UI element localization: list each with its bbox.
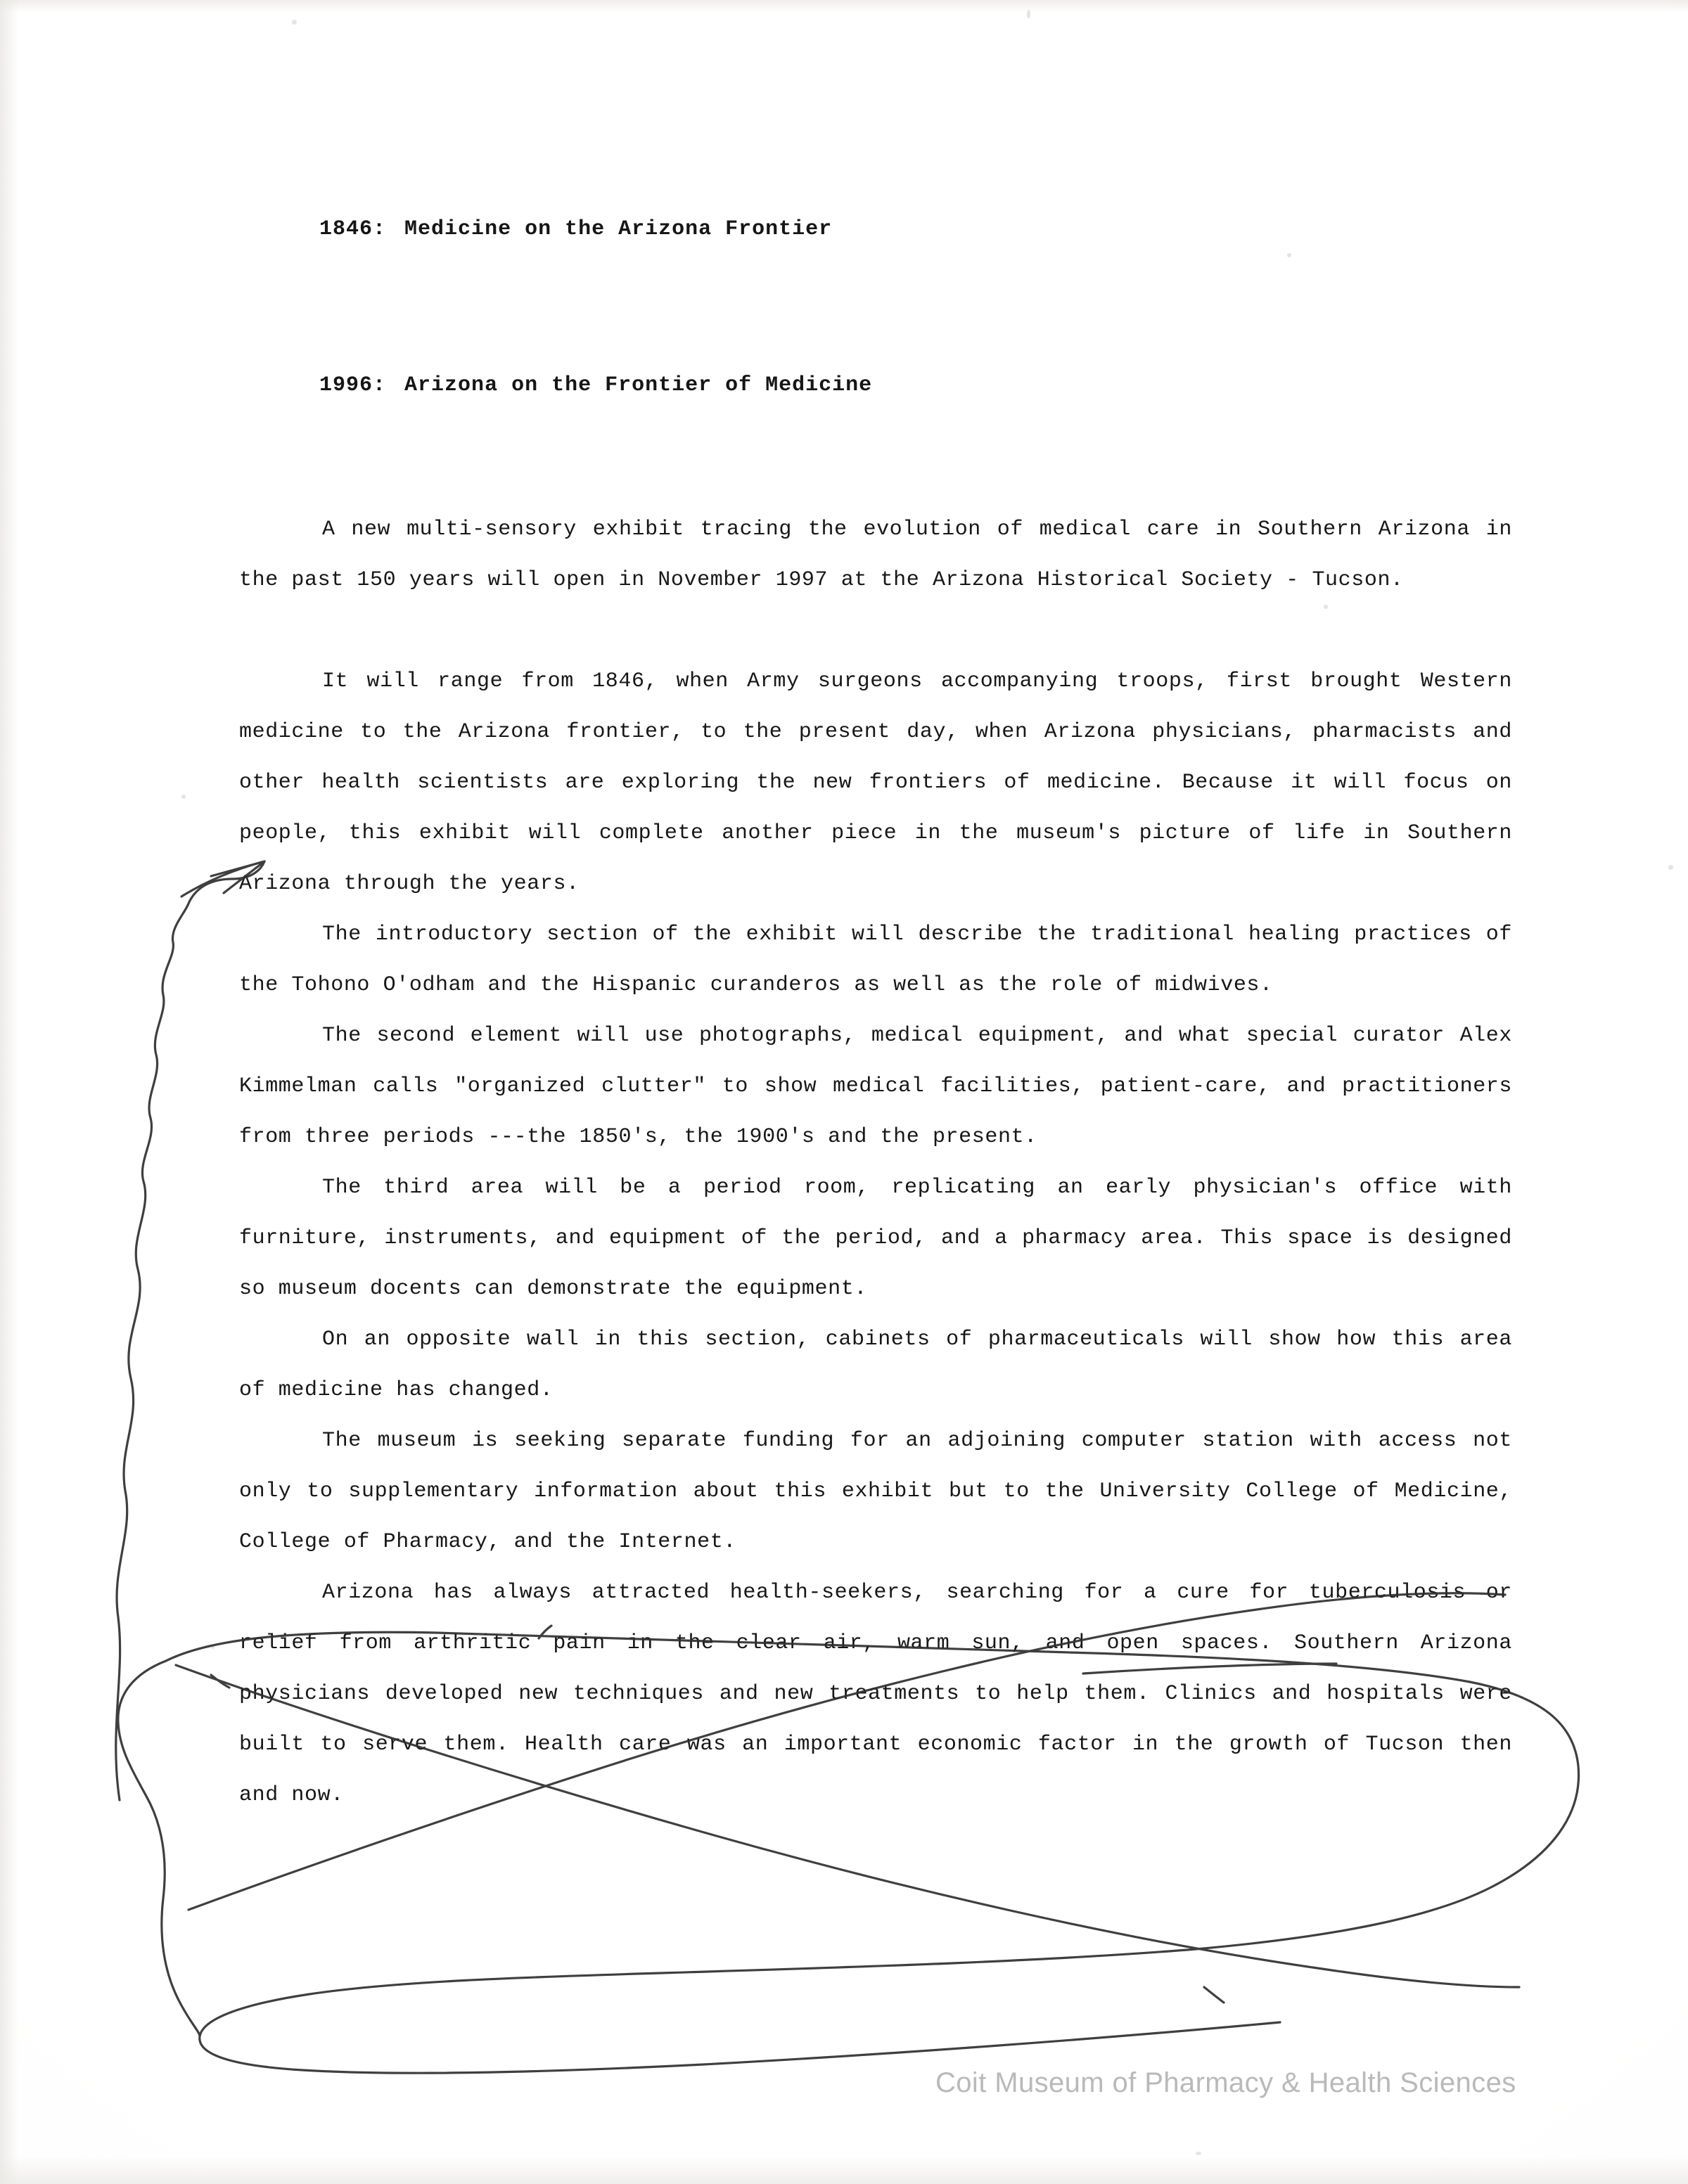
- heading-title: Arizona on the Frontier of Medicine: [404, 373, 873, 397]
- museum-watermark: Coit Museum of Pharmacy & Health Sciences: [935, 2067, 1516, 2098]
- scan-speck: [1027, 10, 1030, 18]
- paragraph-2: It will range from 1846, when Army surgeons accompanying troops, first brought Western medicine to the Arizona frontier, to the present day, when Arizona physicians, pharmacists and other health scientists are exploring the new frontiers of medicine. Because it will focus on people, this exhibit will complete another piece in the museum's picture of life in Southern Arizona through the years.: [239, 669, 1512, 896]
- paragraph-1: A new multi-sensory exhibit tracing the evolution of medical care in Southern Arizona in the past 150 years will open in November 1997 at the Arizona Historical Society - Tucson.: [239, 518, 1512, 592]
- heading-title: Medicine on the Arizona Frontier: [404, 217, 833, 241]
- scan-speck: [1668, 865, 1673, 870]
- page-edge-shading-bottom: [0, 2156, 1688, 2184]
- spacer: [239, 463, 1512, 504]
- spacer: [239, 605, 1512, 656]
- paragraph-3: The introductory section of the exhibit will describe the traditional healing practices of the Tohono O'odham and the Hispanic curanderos as well as the role of midwives.: [239, 923, 1512, 997]
- paragraph-6: On an opposite wall in this section, cabinets of pharmaceuticals will show how this area of medicine has changed.: [239, 1328, 1512, 1402]
- heading-year: 1846:: [319, 217, 387, 241]
- page-edge-shading-top: [0, 0, 1688, 13]
- scan-speck: [211, 1645, 215, 1649]
- paragraph-7: The museum is seeking separate funding for an adjoining computer station with access not only to supplementary information about this exhibit but to the University College of Medicine, College of Pharmacy, and the Internet.: [239, 1429, 1512, 1554]
- paragraph-5: The third area will be a period room, replicating an early physician's office with furniture, instruments, and equipment of the period, and a pharmacy area. This space is designed so museum docents can demonstrate the equipment.: [239, 1176, 1512, 1301]
- heading-line-1846: [239, 151, 1512, 307]
- paragraph-8: Arizona has always attracted health-seekers, searching for a cure for tuberculosis or relief from arthritic pain in the clear air, warm sun, and open spaces. Southern Arizona physicians developed new techniques and new treatments to help them. Clinics and hospitals were built to serve them. Health care was an important economic factor in the growth of Tucson then and now.: [239, 1581, 1512, 1807]
- paragraph-4: The second element will use photographs, medical equipment, and what special curator Alex Kimmelman calls "organized clutter" to show medical facilities, patient-care, and practitioners from three periods ---the 1850's, the 1900's and the present.: [239, 1024, 1512, 1149]
- scan-speck: [181, 795, 186, 799]
- page-edge-shading-left: [0, 0, 18, 2184]
- heading-line-1996: [239, 307, 1512, 463]
- scan-speck: [292, 20, 297, 25]
- heading-year: 1996:: [319, 373, 387, 397]
- document-body: [239, 151, 1512, 1820]
- scan-speck: [1196, 2152, 1201, 2155]
